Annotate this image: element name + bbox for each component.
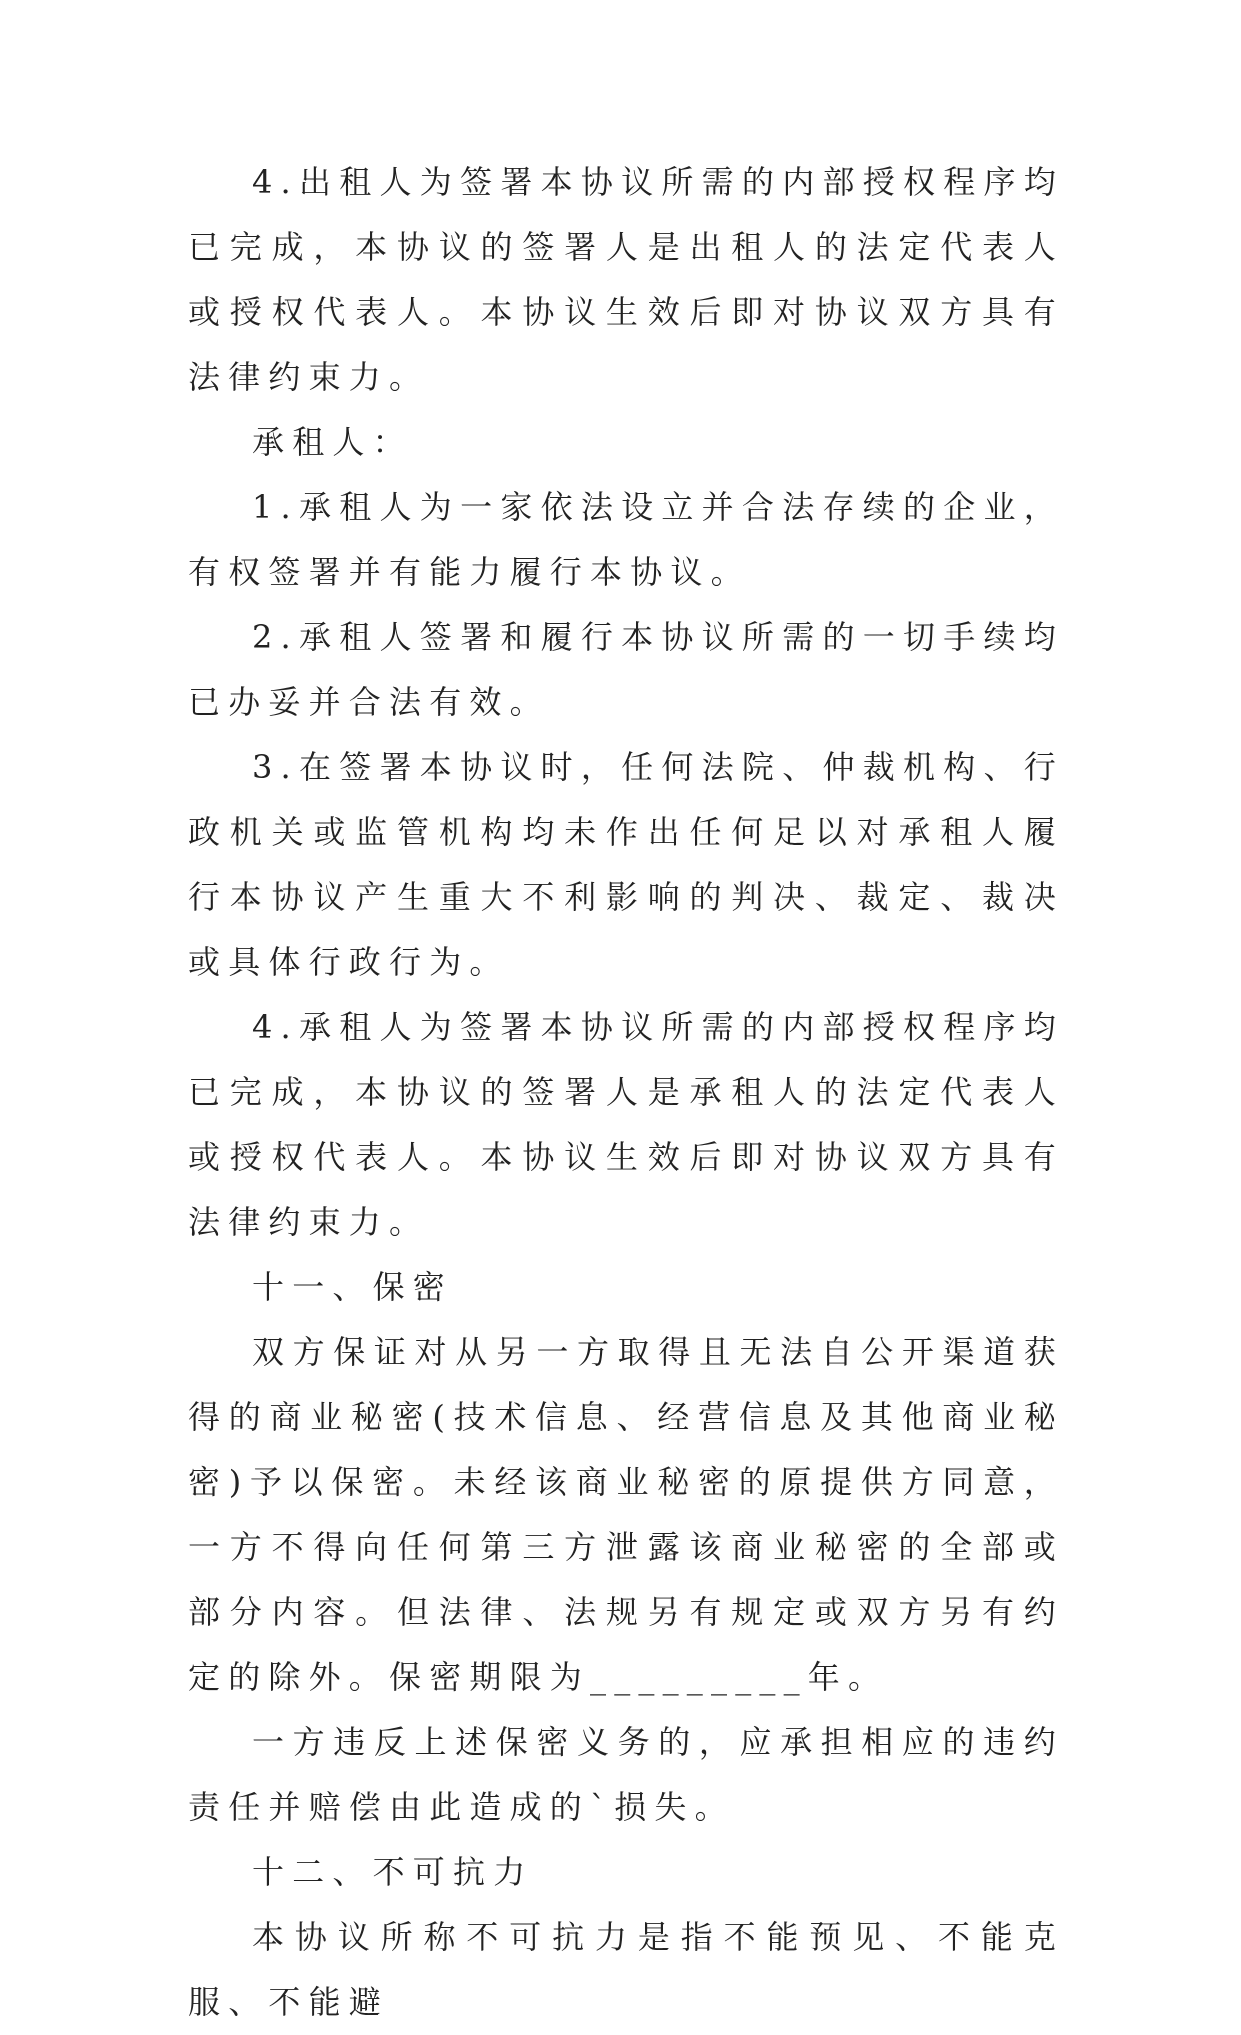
- clause-lessor-authorization: 4.出租人为签署本协议所需的内部授权程序均已完成，本协议的签署人是出租人的法定代表人或授权代表人。本协议生效后即对协议双方具有法律约束力。: [188, 163, 1064, 396]
- confidentiality-clause: 双方保证对从另一方取得且无法自公开渠道获得的商业秘密(技术信息、经营信息及其他商业秘密)予以保密。未经该商业秘密的原提供方同意，一方不得向任何第三方泄露该商业秘密的全部或部分内容。但法律、法规另有规定或双方另有约定的除外。保密期限为_________年。: [188, 1333, 1064, 1696]
- section-heading-force-majeure: 十二、不可抗力: [252, 1853, 534, 1891]
- clause-lessee-1: 1.承租人为一家依法设立并合法存续的企业，有权签署并有能力履行本协议。: [188, 488, 1064, 591]
- clause-lessee-3: 3.在签署本协议时，任何法院、仲裁机构、行政机关或监管机构均未作出任何足以对承租人履行本协议产生重大不利影响的判决、裁定、裁决或具体行政行为。: [188, 748, 1064, 981]
- clause-lessee-2: 2.承租人签署和履行本协议所需的一切手续均已办妥并合法有效。: [188, 618, 1064, 721]
- confidentiality-breach-clause: 一方违反上述保密义务的，应承担相应的违约责任并赔偿由此造成的`损失。: [188, 1723, 1064, 1826]
- clause-lessee-4: 4.承租人为签署本协议所需的内部授权程序均已完成，本协议的签署人是承租人的法定代表人或授权代表人。本协议生效后即对协议双方具有法律约束力。: [188, 1008, 1064, 1241]
- section-heading-confidentiality: 十一、保密: [252, 1268, 454, 1306]
- force-majeure-clause: 本协议所称不可抗力是指不能预见、不能克服、不能避: [188, 1918, 1064, 2021]
- document-body: [188, 150, 1064, 2035]
- lessee-heading: 承租人：: [252, 423, 413, 461]
